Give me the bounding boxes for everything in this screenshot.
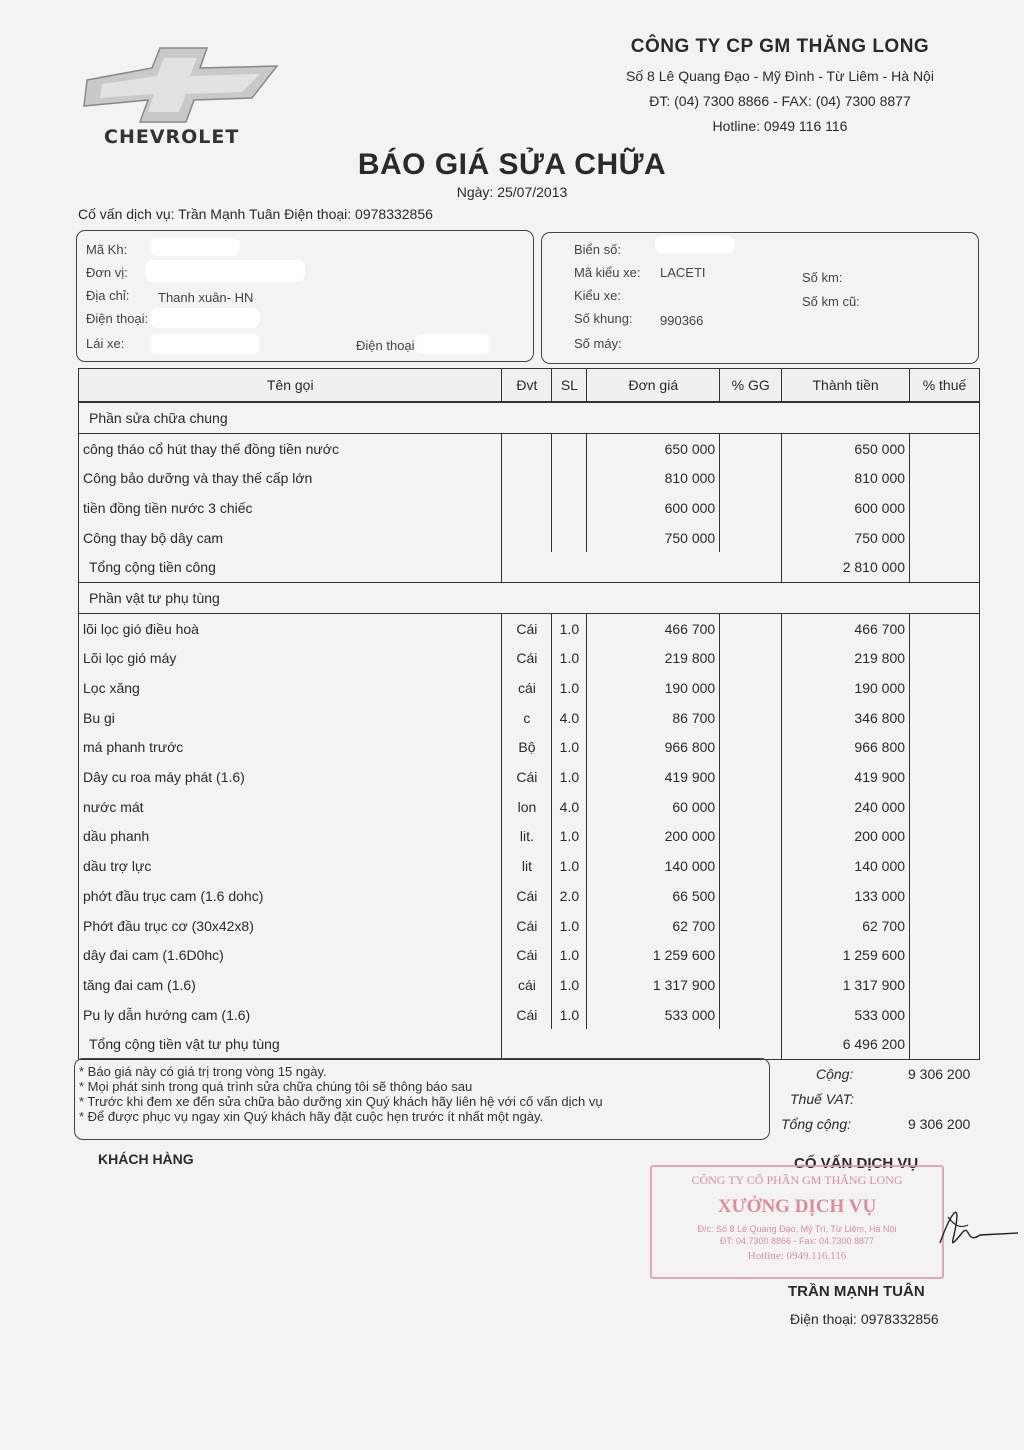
item-qty: 1.0 xyxy=(552,762,587,792)
item-price: 140 000 xyxy=(587,851,720,881)
item-amount: 219 800 xyxy=(782,644,910,674)
item-price: 1 259 600 xyxy=(587,940,720,970)
item-qty: 1.0 xyxy=(552,851,587,881)
item-price: 600 000 xyxy=(587,493,720,523)
item-unit: Cái xyxy=(502,881,552,911)
grand-total-value: 9 306 200 xyxy=(908,1116,971,1132)
item-name: nước mát xyxy=(79,792,502,822)
item-unit: lit xyxy=(502,851,552,881)
labor-total-label: Tổng cộng tiền công xyxy=(79,552,502,582)
redaction-mark xyxy=(415,334,490,354)
redaction-mark xyxy=(145,260,305,282)
item-unit: Bộ xyxy=(502,733,552,763)
item-price: 750 000 xyxy=(587,523,720,553)
col-header-tax: % thuế xyxy=(910,369,980,403)
item-name: Bu gi xyxy=(79,703,502,733)
section-header-row xyxy=(79,402,980,433)
item-qty: 1.0 xyxy=(552,733,587,763)
item-qty: 1.0 xyxy=(552,822,587,852)
table-row xyxy=(79,703,980,733)
item-amount: 200 000 xyxy=(782,822,910,852)
item-amount: 346 800 xyxy=(782,703,910,733)
item-name: Công thay bộ dây cam xyxy=(79,523,502,553)
item-name: má phanh trước xyxy=(79,733,502,763)
table-row xyxy=(79,644,980,674)
item-name: dầu trợ lực xyxy=(79,851,502,881)
table-row xyxy=(79,762,980,792)
brand-wordmark: CHEVROLET xyxy=(104,126,240,148)
so-khung-value: 990366 xyxy=(660,313,704,328)
subtotal-label: Cộng: xyxy=(816,1066,854,1082)
item-price: 219 800 xyxy=(587,644,720,674)
item-price: 60 000 xyxy=(587,792,720,822)
so-km-label: Số km: xyxy=(802,270,843,285)
item-unit: Cái xyxy=(502,613,552,643)
item-name: Phớt đầu trục cơ (30x42x8) xyxy=(79,911,502,941)
item-amount: 533 000 xyxy=(782,1000,910,1030)
dien-thoai-label: Điện thoại: xyxy=(86,311,149,326)
company-stamp xyxy=(650,1165,944,1279)
advisor-signature-title: CỐ VẤN DỊCH VỤ xyxy=(794,1155,919,1172)
dia-chi-label: Địa chỉ: xyxy=(86,288,130,303)
table-row xyxy=(79,433,980,463)
terms-notes-box xyxy=(74,1058,770,1140)
item-name: tăng đai cam (1.6) xyxy=(79,970,502,1000)
item-name: Pu ly dẫn hướng cam (1.6) xyxy=(79,1000,502,1030)
table-row xyxy=(79,1000,980,1030)
item-unit: Cái xyxy=(502,940,552,970)
table-row xyxy=(79,940,980,970)
redaction-mark xyxy=(150,334,260,354)
item-unit: lon xyxy=(502,792,552,822)
item-price: 466 700 xyxy=(587,613,720,643)
table-row xyxy=(79,881,980,911)
item-amount: 240 000 xyxy=(782,792,910,822)
item-amount: 650 000 xyxy=(782,433,910,463)
table-row xyxy=(79,792,980,822)
table-row xyxy=(79,613,980,643)
item-qty: 1.0 xyxy=(552,673,587,703)
item-unit: Cái xyxy=(502,1000,552,1030)
note-line: * Mọi phát sinh trong quá trình sửa chữa chúng tôi sẽ thông báo sau xyxy=(79,1079,473,1094)
parts-total-row xyxy=(79,1029,980,1059)
stamp-line: Hotline: 0949.116.116 xyxy=(747,1250,847,1262)
item-qty: 1.0 xyxy=(552,970,587,1000)
company-address: Số 8 Lê Quang Đạo - Mỹ Đình - Từ Liêm - Hà Nội xyxy=(626,68,934,84)
item-amount: 600 000 xyxy=(782,493,910,523)
company-hotline: Hotline: 0949 116 116 xyxy=(712,118,848,134)
col-header-name: Tên gọi xyxy=(79,369,502,403)
item-price: 190 000 xyxy=(587,673,720,703)
note-line: * Trước khi đem xe đến sửa chữa bảo dưỡng xin Quý khách hãy liên hệ với cố vấn dịch vụ xyxy=(79,1094,603,1109)
ma-kieu-xe-value: LACETI xyxy=(660,265,706,280)
redaction-mark xyxy=(655,236,735,254)
stamp-line: Đ/c: Số 8 Lê Quang Đạo, Mỹ Trì, Từ Liêm, Hà Nội xyxy=(697,1224,897,1234)
ma-kh-label: Mã Kh: xyxy=(86,242,128,257)
col-header-qty: SL xyxy=(552,369,587,403)
table-header-row xyxy=(79,369,980,403)
item-name: Lõi lọc gió máy xyxy=(79,644,502,674)
so-khung-label: Số khung: xyxy=(574,311,633,326)
redaction-mark xyxy=(150,238,240,256)
table-row xyxy=(79,911,980,941)
item-amount: 466 700 xyxy=(782,613,910,643)
item-unit: Cái xyxy=(502,762,552,792)
item-qty: 1.0 xyxy=(552,613,587,643)
item-unit: cái xyxy=(502,673,552,703)
kieu-xe-label: Kiểu xe: xyxy=(574,288,621,303)
section-labor-title: Phần sửa chữa chung xyxy=(79,402,980,433)
so-km-cu-label: Số km cũ: xyxy=(802,294,860,309)
table-row xyxy=(79,463,980,493)
table-row xyxy=(79,733,980,763)
lai-xe-label: Lái xe: xyxy=(86,336,125,351)
table-row xyxy=(79,523,980,553)
note-line: * Để được phục vụ ngay xin Quý khách hãy đặt cuộc hẹn trước ít nhất một ngày. xyxy=(79,1109,544,1124)
item-price: 533 000 xyxy=(587,1000,720,1030)
item-amount: 1 259 600 xyxy=(782,940,910,970)
item-amount: 62 700 xyxy=(782,911,910,941)
col-header-unit-price: Đơn giá xyxy=(587,369,720,403)
item-qty: 1.0 xyxy=(552,1000,587,1030)
item-unit: cái xyxy=(502,970,552,1000)
so-may-label: Số máy: xyxy=(574,336,622,351)
don-vi-label: Đơn vị: xyxy=(86,265,128,280)
item-qty: 1.0 xyxy=(552,940,587,970)
item-unit: Cái xyxy=(502,644,552,674)
labor-total-row xyxy=(79,552,980,582)
table-row xyxy=(79,970,980,1000)
item-name: Lọc xăng xyxy=(79,673,502,703)
quote-table xyxy=(78,368,980,1060)
grand-total-label: Tổng cộng: xyxy=(781,1116,852,1132)
document-title: BÁO GIÁ SỬA CHỮA xyxy=(357,148,667,181)
table-row xyxy=(79,673,980,703)
item-name: Công bảo dưỡng và thay thế cấp lớn xyxy=(79,463,502,493)
section-header-row xyxy=(79,583,980,614)
item-price: 810 000 xyxy=(587,463,720,493)
redaction-mark xyxy=(150,308,260,328)
document-date: Ngày: 25/07/2013 xyxy=(456,184,568,200)
table-row xyxy=(79,493,980,523)
stamp-line: XƯỞNG DỊCH VỤ xyxy=(717,1196,877,1217)
item-price: 650 000 xyxy=(587,433,720,463)
item-amount: 966 800 xyxy=(782,733,910,763)
item-qty: 4.0 xyxy=(552,703,587,733)
item-name: công tháo cổ hút thay thế đồng tiền nước xyxy=(79,433,502,463)
handwritten-signature xyxy=(920,1195,1020,1255)
parts-total-value: 6 496 200 xyxy=(782,1029,910,1059)
item-name: tiền đồng tiền nước 3 chiếc xyxy=(79,493,502,523)
stamp-line: CÔNG TY CỔ PHẦN GM THĂNG LONG xyxy=(691,1173,903,1187)
subtotal-value: 9 306 200 xyxy=(908,1066,971,1082)
item-unit: Cái xyxy=(502,911,552,941)
item-amount: 133 000 xyxy=(782,881,910,911)
advisor-name: TRẦN MẠNH TUÂN xyxy=(788,1283,925,1300)
vat-label: Thuế VAT: xyxy=(790,1091,855,1107)
ma-kieu-xe-label: Mã kiểu xe: xyxy=(574,265,641,280)
item-name: lõi lọc gió điều hoà xyxy=(79,613,502,643)
item-name: dây đai cam (1.6D0hc) xyxy=(79,940,502,970)
item-price: 419 900 xyxy=(587,762,720,792)
item-price: 62 700 xyxy=(587,911,720,941)
item-qty: 2.0 xyxy=(552,881,587,911)
item-name: dầu phanh xyxy=(79,822,502,852)
item-amount: 419 900 xyxy=(782,762,910,792)
item-name: phớt đầu trục cam (1.6 dohc) xyxy=(79,881,502,911)
col-header-unit: Đvt xyxy=(502,369,552,403)
advisor-phone: Điện thoại: 0978332856 xyxy=(790,1311,939,1327)
item-name: Dây cu roa máy phát (1.6) xyxy=(79,762,502,792)
item-amount: 750 000 xyxy=(782,523,910,553)
item-price: 200 000 xyxy=(587,822,720,852)
note-line: * Báo giá này có giá trị trong vòng 15 ngày. xyxy=(79,1064,327,1079)
item-unit: c xyxy=(502,703,552,733)
item-amount: 1 317 900 xyxy=(782,970,910,1000)
company-name: CÔNG TY CP GM THĂNG LONG xyxy=(630,36,930,57)
advisor-line: Cố vấn dịch vụ: Trần Mạnh Tuân Điện thoại: 0978332856 xyxy=(78,206,433,222)
section-parts-title: Phần vật tư phụ tùng xyxy=(79,583,980,614)
col-header-amount: Thành tiền xyxy=(782,369,910,403)
bowtie-icon xyxy=(82,40,282,130)
dia-chi-value: Thanh xuân- HN xyxy=(158,290,254,305)
item-qty: 1.0 xyxy=(552,644,587,674)
bien-so-label: Biển số: xyxy=(574,242,621,257)
col-header-discount: % GG xyxy=(720,369,782,403)
item-unit: lit. xyxy=(502,822,552,852)
stamp-line: ĐT: 04.7300 8866 - Fax: 04.7300 8877 xyxy=(719,1236,875,1246)
dien-thoai2-label: Điện thoại xyxy=(356,338,415,353)
item-qty: 4.0 xyxy=(552,792,587,822)
item-qty: 1.0 xyxy=(552,911,587,941)
item-amount: 190 000 xyxy=(782,673,910,703)
item-amount: 810 000 xyxy=(782,463,910,493)
labor-total-value: 2 810 000 xyxy=(782,552,910,582)
table-row xyxy=(79,822,980,852)
parts-total-label: Tổng cộng tiền vật tư phụ tùng xyxy=(79,1029,502,1059)
company-phone-fax: ĐT: (04) 7300 8866 - FAX: (04) 7300 8877 xyxy=(649,93,911,109)
customer-signature-title: KHÁCH HÀNG xyxy=(98,1151,194,1167)
item-amount: 140 000 xyxy=(782,851,910,881)
item-price: 966 800 xyxy=(587,733,720,763)
item-price: 86 700 xyxy=(587,703,720,733)
item-price: 1 317 900 xyxy=(587,970,720,1000)
item-price: 66 500 xyxy=(587,881,720,911)
table-row xyxy=(79,851,980,881)
